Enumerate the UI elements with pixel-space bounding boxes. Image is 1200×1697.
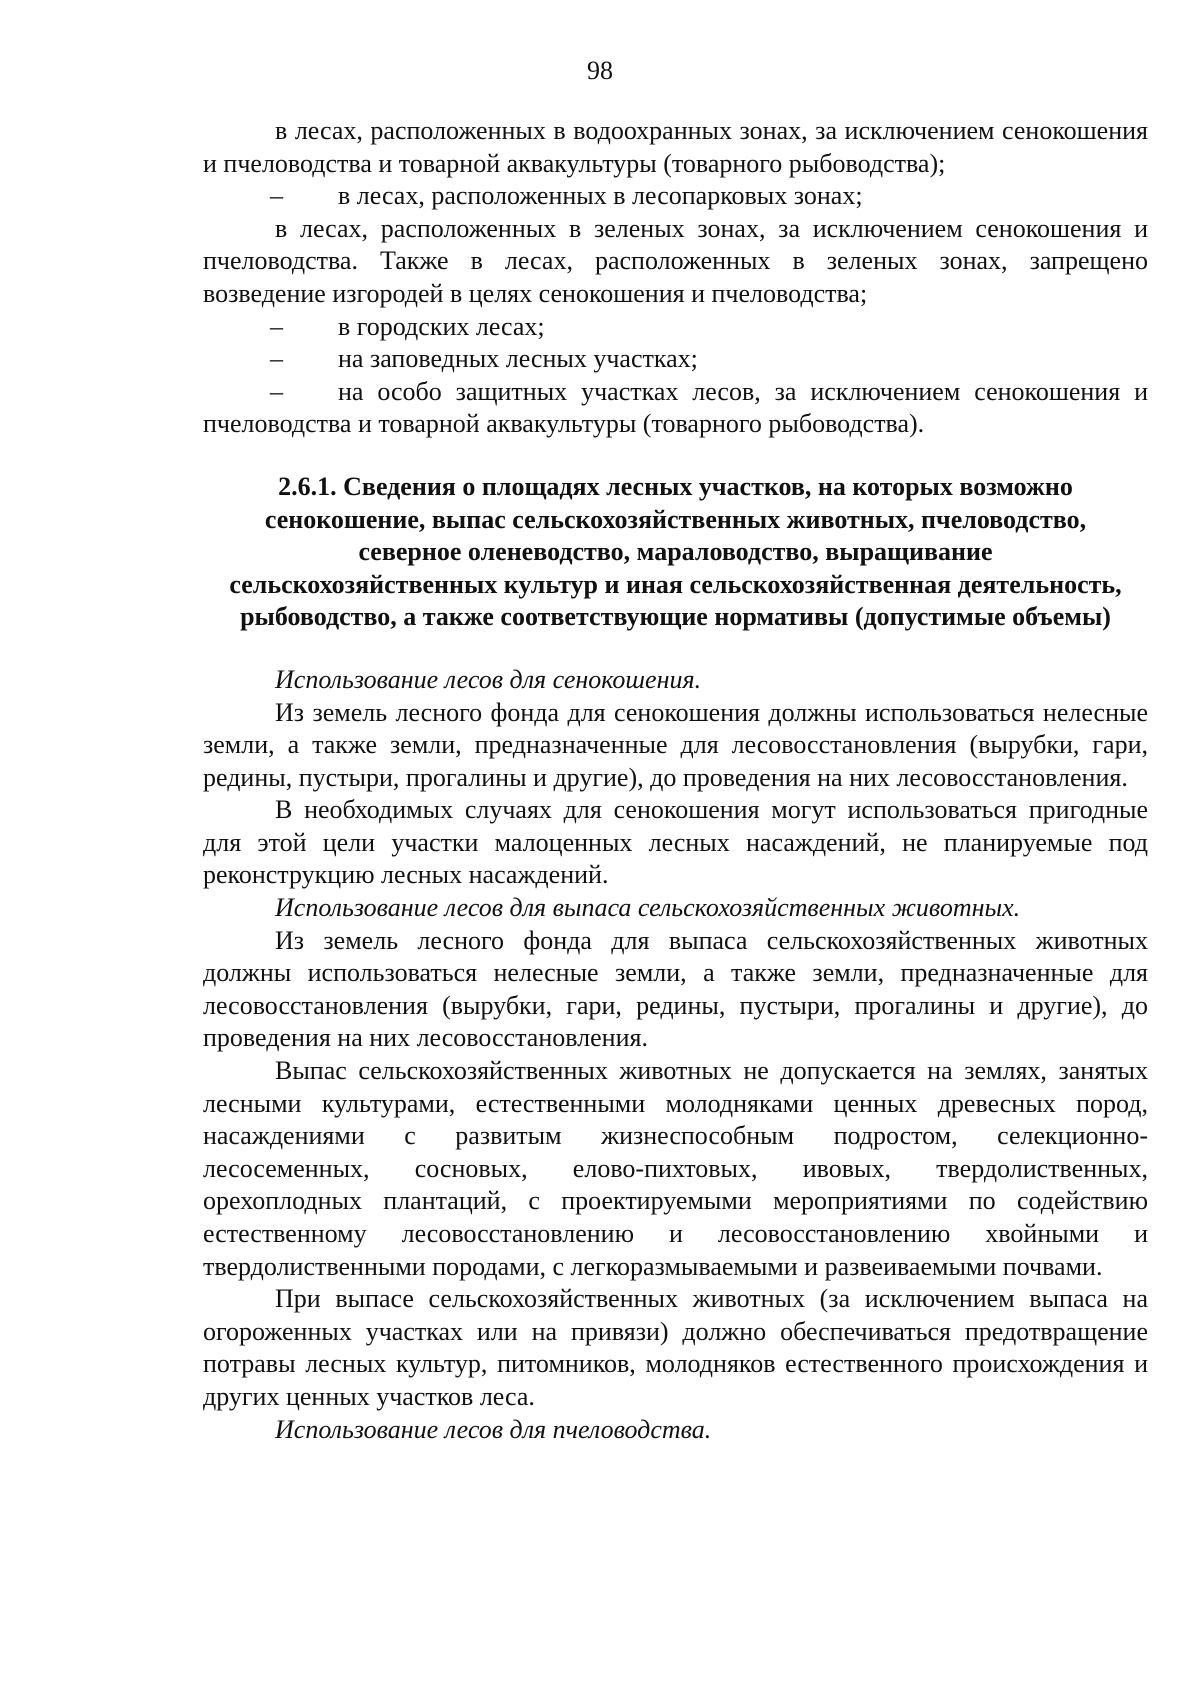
bullet-dash: – <box>270 311 283 341</box>
paragraph-haymaking-low-value: В необходимых случаях для сенокошения могут использоваться пригодные для этой цели участки малоценных лесных насаждений, не планируемые под реконструкцию лесных насаждений. <box>203 795 1148 890</box>
page-content <box>203 115 1148 1446</box>
subheading-haymaking: Использование лесов для сенокошения. <box>275 664 702 694</box>
bullet-item-protected-plots <box>203 376 1148 441</box>
paragraph-haymaking-lands: Из земель лесного фонда для сенокошения должны использоваться нелесные земли, а также земли, предназначенные для лесовосстановления (вырубки, гари, редины, пустыри, прогалины и другие), до проведения на них лесовосстановления. <box>203 697 1148 792</box>
bullet-dash: – <box>270 344 283 374</box>
page-number: 98 <box>587 56 613 85</box>
paragraph-grazing-prevention: При выпасе сельскохозяйственных животных (за исключением выпаса на огороженных участках или на привязи) должно обеспечиваться предотвращение потравы лесных культур, питомников, молодняков естественного происхождения и других ценных участков леса. <box>203 1284 1148 1411</box>
subheading-beekeeping: Использование лесов для пчеловодства. <box>275 1414 712 1444</box>
bullet-dash: – <box>270 181 283 211</box>
paragraph-water-protection-zones: в лесах, расположенных в водоохранных зонах, за исключением сенокошения и пчеловодства и товарной аквакультуры (товарного рыбоводства); <box>203 116 1148 178</box>
bullet-text: в лесах, расположенных в лесопарковых зонах; <box>338 181 863 211</box>
bullet-text: на заповедных лесных участках; <box>338 344 698 374</box>
paragraph-green-zones: в лесах, расположенных в зеленых зонах, за исключением сенокошения и пчеловодства. Также в лесах, расположенных в зеленых зонах, запрещено возведение изгородей в целях сенокошения и пчеловодства; <box>203 213 1148 308</box>
bullet-text: на особо защитных участках лесов, за исключением сенокошения и пчеловодства и товарной аквакультуры (товарного рыбоводства). <box>203 376 1148 439</box>
bullet-item-reserved-plots <box>203 343 1148 376</box>
bullet-dash: – <box>270 376 283 406</box>
paragraph-grazing-restrictions: Выпас сельскохозяйственных животных не допускается на землях, занятых лесными культурами, естественными молодняками ценных древесных пород, насаждениями с развитым жизнеспособным подростом, селекционно-лесосеменных, сосновых, елово-пихтовых, ивовых, твердолиственных, орехоплодных плантаций, с проектируемыми мероприятиями по содействию естественному лесовосстановлению и лесовосстановлению хвойными и твердолиственными породами, с легкоразмываемыми и развеиваемыми почвами. <box>203 1056 1148 1281</box>
bullet-item-city-forests <box>203 311 1148 344</box>
bullet-item-forest-park-zones <box>203 180 1148 213</box>
section-heading: 2.6.1. Сведения о площадях лесных участков, на которых возможно сенокошение, выпас сельскохозяйственных животных, пчеловодство, северное оленеводство, мараловодство, выращивание сельскохозяйственных культур и иная сельскохозяйственная деятельность, рыбоводство, а также соответствующие нормативы (допустимые объемы) <box>229 471 1122 632</box>
paragraph-grazing-lands: Из земель лесного фонда для выпаса сельскохозяйственных животных должны использоваться нелесные земли, а также земли, предназначенные для лесовосстановления (вырубки, гари, редины, пустыри, прогалины и другие), до проведения на них лесовосстановления. <box>203 925 1148 1053</box>
subheading-grazing: Использование лесов для выпаса сельскохозяйственных животных. <box>275 893 1021 923</box>
bullet-text: в городских лесах; <box>338 311 545 341</box>
